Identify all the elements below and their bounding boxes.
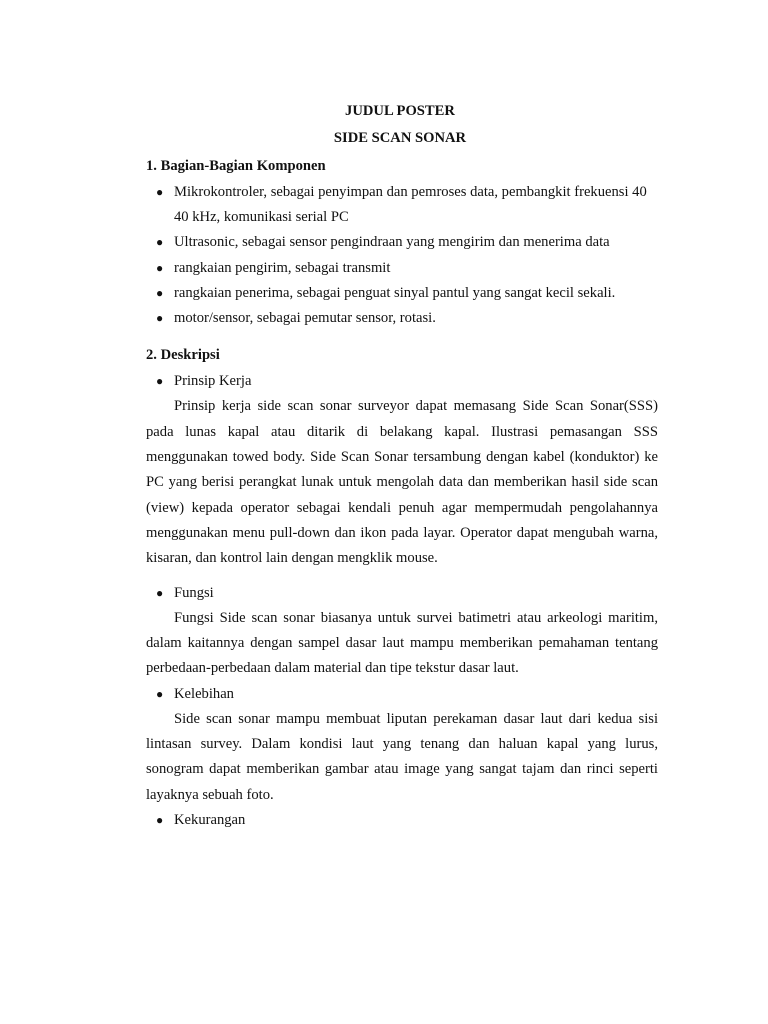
paragraph-principle: Prinsip kerja side scan sonar surveyor dapat memasang Side Scan Sonar(SSS) pada lunas kapal atau ditarik di belakang kapal. Ilustrasi pemasangan SSS menggunakan towed body. Side Scan Sonar tersambung dengan kabel (konduktor) ke PC yang berisi perangkat lunak untuk mengolah data dan memberikan hasil side scan (view) kepada operator sebagai kendali penuh agar mempermudah pengolahannya menggunakan menu pull-down dan ikon pada layar. Operator dapat mengubah warna, kisaran, dan kontrol lain dengan mengklik mouse.: [146, 398, 658, 567]
list-item: [146, 230, 658, 255]
list-item: [146, 281, 658, 306]
subsection-bullet-advantages: [146, 682, 658, 707]
paragraph-advantages: Side scan sonar mampu membuat liputan perekaman dasar laut dari kedua sisi lintasan survey. Dalam kondisi laut yang tenang dan haluan kapal yang lurus, sonogram dapat memberikan gambar atau image yang sangat tajam dan rinci seperti layaknya sebuah foto.: [146, 710, 658, 803]
document-subtitle: SIDE SCAN SONAR: [333, 130, 467, 146]
subsection-label: Kekurangan: [174, 811, 246, 828]
list-item: [146, 306, 658, 331]
paragraph-function: Fungsi Side scan sonar biasanya untuk survei batimetri atau arkeologi maritim, dalam kaitannya dengan sampel dasar laut mampu memberikan pemahaman tentang perbedaan-perbedaan dalam material dan tipe tekstur dasar laut.: [146, 609, 658, 677]
list-item-text: motor/sensor, sebagai pemutar sensor, rotasi.: [174, 310, 436, 327]
list-item: [146, 180, 658, 230]
list-item: [146, 256, 658, 281]
bullet-icon: ●: [156, 585, 164, 600]
list-item-text: rangkaian penerima, sebagai penguat sinyal pantul yang sangat kecil sekali.: [174, 284, 616, 301]
bullet-icon: ●: [156, 374, 164, 389]
subsection-label: Fungsi: [174, 584, 214, 601]
bullet-icon: ●: [156, 311, 164, 326]
bullet-icon: ●: [156, 235, 164, 250]
bullet-icon: ●: [156, 185, 164, 199]
component-list: [146, 180, 658, 331]
bullet-icon: ●: [156, 686, 164, 701]
subsection-label: Prinsip Kerja: [174, 373, 252, 390]
subsection-label: Kelebihan: [174, 685, 234, 702]
bullet-icon: ●: [156, 812, 164, 827]
document-title: JUDUL POSTER: [345, 103, 455, 119]
list-item-text: Mikrokontroler, sebagai penyimpan dan pemroses data, pembangkit frekuensi 40 40 kHz, komunikasi serial PC: [174, 184, 647, 226]
section-heading-components: 1. Bagian-Bagian Komponen: [146, 158, 326, 174]
section-heading-description: 2. Deskripsi: [146, 347, 220, 364]
subsection-bullet-principle: [146, 369, 658, 394]
document-page: [146, 98, 658, 833]
list-item-text: rangkaian pengirim, sebagai transmit: [174, 259, 391, 276]
subsection-bullet-disadvantages: [146, 808, 658, 833]
list-item-text: Ultrasonic, sebagai sensor pengindraan yang mengirim dan menerima data: [174, 234, 610, 251]
bullet-icon: ●: [156, 260, 164, 275]
bullet-icon: ●: [156, 285, 164, 300]
subsection-bullet-function: [146, 581, 658, 606]
